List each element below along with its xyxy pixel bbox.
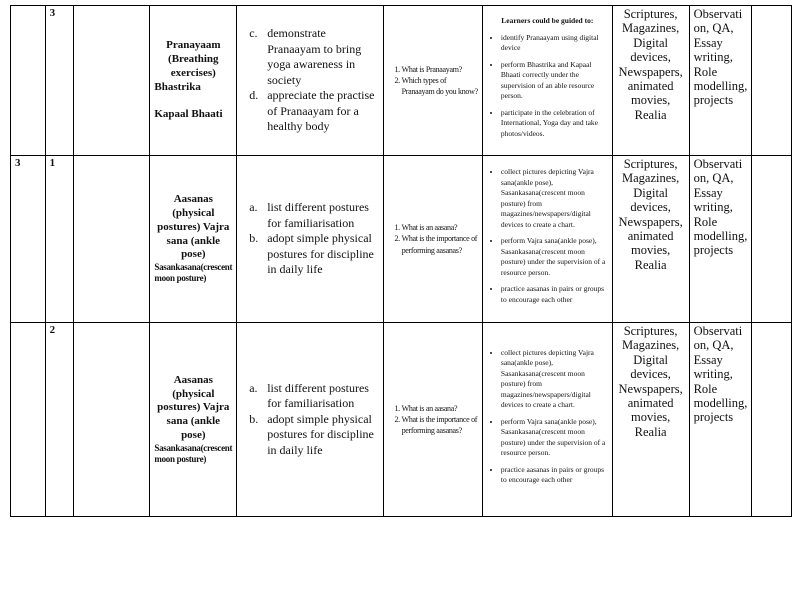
remarks-cell [752,6,792,156]
lesson-cell: 2 [45,323,74,517]
objective-item [249,411,378,459]
questions-cell [383,156,482,323]
topic-sub: Sasankasana(crescent moon posture) [154,262,233,284]
objective-marker: d. [249,88,259,103]
empty-cell [74,156,150,323]
remarks-cell [752,156,792,323]
activity-item: • perform Vajra sana(ankle pose), Sasankasana(crescent moon posture) under the supervision of a resource person. [501,417,608,459]
topic-sub: Sasankasana(crescent moon posture) [154,442,233,464]
table-row [11,156,792,323]
activity-item: • identify Pranaayam using digital device [501,33,608,54]
topic-cell [150,323,237,517]
objective-text: list different postures for familiarisation [267,380,369,411]
resources-cell: Scriptures, Magazines, Digital devices, Newspapers, animated movies, Realia [612,156,689,323]
topic-cell [150,6,237,156]
week-cell [11,323,46,517]
question-item: 1. What is an aasana? [402,222,478,233]
questions-cell [383,323,482,517]
topic-sub: Kapaal Bhaati [154,108,223,120]
topic-sub: Bhastrika [154,80,201,93]
remarks-cell [752,323,792,517]
objectives-cell [237,156,383,323]
questions-cell [383,6,482,156]
question-item: 1. What is Pranaayam? [402,64,478,75]
objective-text: appreciate the practise of Pranaayam for a healthy body [267,88,375,134]
objective-marker: c. [249,25,258,40]
activity-item: • perform Bhastrika and Kapaal Bhaati correctly under the supervision of an able resource person. [501,60,608,102]
empty-cell [74,6,150,156]
topic-title: Aasanas (physical postures) Vajra sana (ankle pose) [157,373,230,441]
objective-item [249,88,378,135]
activities-header: Learners could be guided to: [501,16,594,25]
question-item: 2. What is the importance of performing aasanas? [402,414,478,436]
objective-marker: a. [249,200,258,215]
objective-text: adopt simple physical postures for discipline in daily life [267,411,374,457]
empty-cell [74,323,150,517]
activity-item: • practice aasanas in pairs or groups to encourage each other [501,465,608,486]
objective-text: demonstrate Pranaayam to bring yoga awareness in society [267,25,362,87]
objective-item [249,380,378,412]
topic-title: Pranayaam (Breathing exercises) [166,39,221,79]
assessment-cell: Observati on, QA, Essay writing, Role modelling, projects [689,323,752,517]
objective-marker: b. [249,411,259,426]
week-cell [11,6,46,156]
objective-item [249,200,378,231]
question-item: 1. What is an aasana? [402,403,478,414]
table-row [11,6,792,156]
activity-item: • perform Vajra sana(ankle pose), Sasankasana(crescent moon posture) under the supervision of a resource person. [501,236,608,278]
objectives-cell [237,6,383,156]
activity-item: • collect pictures depicting Vajra sana(ankle pose), Sasankasana(crescent moon posture) from magazines/newspapers/digital devices to create a chart. [501,167,608,230]
activity-item: • participate in the celebration of International, Yoga day and take photos/videos. [501,108,608,140]
assessment-cell: Observati on, QA, Essay writing, Role modelling, projects [689,156,752,323]
activity-item: • collect pictures depicting Vajra sana(ankle pose), Sasankasana(crescent moon posture) from magazines/newspapers/digital devices to create a chart. [501,348,608,411]
activities-cell [482,323,612,517]
activities-cell [482,6,612,156]
topic-cell [150,156,237,323]
assessment-cell: Observati on, QA, Essay writing, Role modelling, projects [689,6,752,156]
week-cell: 3 [11,156,46,323]
objective-text: list different postures for familiarisation [267,200,369,230]
table-row [11,323,792,517]
objective-text: adopt simple physical postures for discipline in daily life [267,231,374,277]
question-item: 2. What is the importance of performing aasanas? [402,233,478,255]
objective-item [249,231,378,278]
question-item: 2. Which types of Pranaayam do you know? [402,75,478,97]
scheme-of-work-table [10,5,792,517]
lesson-cell: 3 [45,6,74,156]
resources-cell: Scriptures, Magazines, Digital devices, Newspapers, animated movies, Realia [612,323,689,517]
activities-cell [482,156,612,323]
activity-item: • practice aasanas in pairs or groups to encourage each other [501,284,608,305]
objectives-cell [237,323,383,517]
topic-title: Aasanas (physical postures) Vajra sana (ankle pose) [157,193,230,261]
resources-cell: Scriptures, Magazines, Digital devices, Newspapers, animated movies, Realia [612,6,689,156]
objective-item [249,25,378,88]
objective-marker: b. [249,231,259,246]
lesson-cell: 1 [45,156,74,323]
objective-marker: a. [249,380,258,395]
